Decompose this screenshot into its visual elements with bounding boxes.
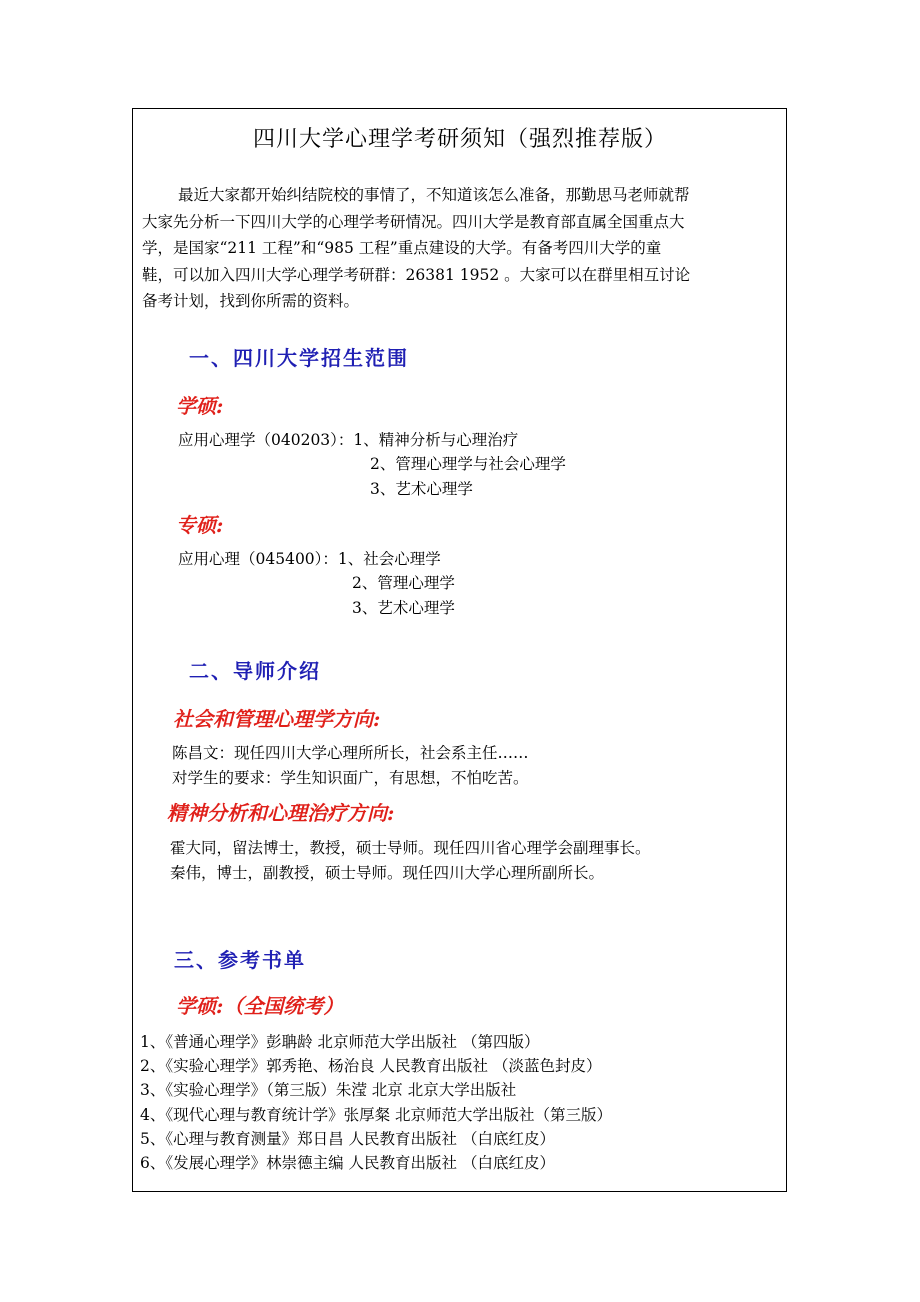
academic-major-line: 3、艺术心理学 xyxy=(370,480,473,498)
book-item: 6、《发展心理学》林崇德主编 人民教育出版社 （白底红皮） xyxy=(140,1154,555,1172)
section-heading-advisors: 二、导师介绍 xyxy=(189,659,321,683)
book-item: 3、《实验心理学》（第三版）朱滢 北京 北京大学出版社 xyxy=(140,1081,517,1099)
psychoanalysis-direction-label: 精神分析和心理治疗方向: xyxy=(167,801,395,825)
advisor-line: 对学生的要求：学生知识面广，有思想，不怕吃苦。 xyxy=(172,769,529,787)
booklist-academic-label: 学硕:（全国统考） xyxy=(176,994,344,1018)
academic-major-line: 2、管理心理学与社会心理学 xyxy=(370,455,566,473)
advisor-line: 霍大同，留法博士，教授，硕士导师。现任四川省心理学会副理事长。 xyxy=(170,839,651,857)
document-title: 四川大学心理学考研须知（强烈推荐版） xyxy=(252,127,667,152)
intro-line: 最近大家都开始纠结院校的事情了，不知道该怎么准备，那勤思马老师就帮 xyxy=(178,186,690,204)
book-item: 5、《心理与教育测量》郑日昌 人民教育出版社 （白底红皮） xyxy=(140,1130,555,1148)
intro-line: 备考计划，找到你所需的资料。 xyxy=(142,292,360,310)
professional-major-line: 应用心理（045400）：1、社会心理学 xyxy=(178,550,441,568)
academic-master-label: 学硕: xyxy=(176,394,224,418)
intro-line: 学，是国家“211 工程”和“985 工程”重点建设的大学。有备考四川大学的童 xyxy=(142,239,662,257)
book-item: 1、《普通心理学》彭聃龄 北京师范大学出版社 （第四版） xyxy=(140,1033,540,1051)
intro-paragraph xyxy=(142,182,792,315)
professional-major-line: 2、管理心理学 xyxy=(352,574,455,592)
section-heading-booklist: 三、参考书单 xyxy=(174,948,306,972)
social-management-direction-label: 社会和管理心理学方向: xyxy=(173,707,381,731)
academic-major-line: 应用心理学（040203）：1、精神分析与心理治疗 xyxy=(178,431,519,449)
advisor-line: 秦伟，博士，副教授，硕士导师。现任四川大学心理所副所长。 xyxy=(170,864,605,882)
section-heading-admissions: 一、四川大学招生范围 xyxy=(189,346,409,370)
advisor-line: 陈昌文：现任四川大学心理所所长，社会系主任…… xyxy=(172,744,529,762)
book-item: 4、《现代心理与教育统计学》张厚粲 北京师范大学出版社（第三版） xyxy=(140,1106,613,1124)
intro-line: 大家先分析一下四川大学的心理学考研情况。四川大学是教育部直属全国重点大 xyxy=(142,212,685,231)
professional-major-line: 3、艺术心理学 xyxy=(352,599,455,617)
professional-master-label: 专硕: xyxy=(176,513,224,537)
intro-line: 鞋，可以加入四川大学心理学考研群：26381 1952 。大家可以在群里相互讨论 xyxy=(142,265,691,284)
book-item: 2、《实验心理学》郭秀艳、杨治良 人民教育出版社 （淡蓝色封皮） xyxy=(140,1057,602,1075)
